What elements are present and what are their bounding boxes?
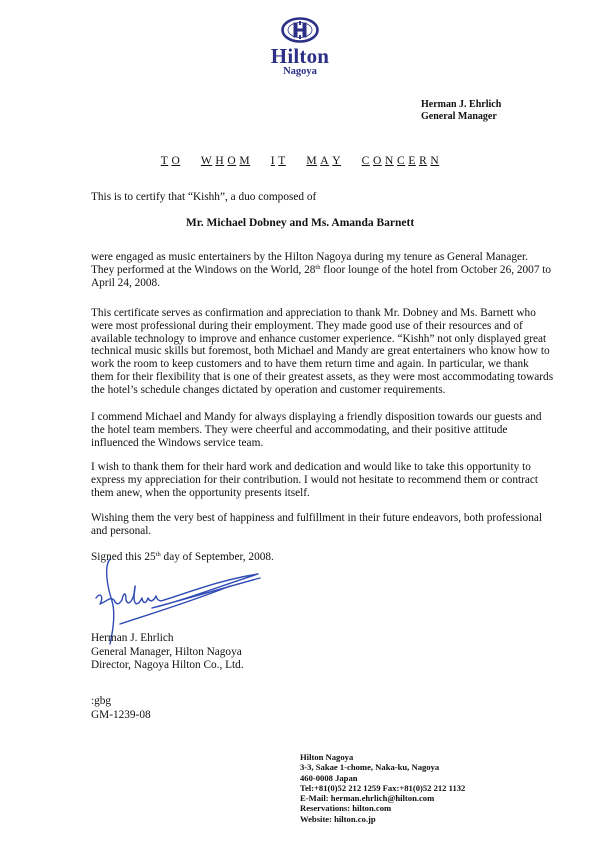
heading-word: M A Y [306,155,342,167]
paragraph-line: them anew, when the opportunity presents itself. [91,486,310,499]
signer-block [91,632,244,673]
paragraph-line: the hotel team members. They were cheerful and accommodating, and their positive attitude [91,423,508,436]
paragraph-line: I commend Michael and Mandy for always displaying a friendly disposition towards our guests and [91,411,542,423]
footer-street: 3-3, Sakae 1-chome, Naka-ku, Nagoya [300,762,440,773]
sender-name: Herman J. Ehrlich [421,99,502,110]
sender-block [421,99,501,123]
heading-word: I T [270,155,286,167]
paragraph-line: available technology to improve and enhance customer experience. “Kishh” not only displayed great [91,332,547,345]
paragraph-line: were most professional during their employment. They made good use of their resources and of [91,319,523,332]
paragraph-thanks [91,461,539,499]
paragraph-commendation [91,411,542,449]
paragraph-line: and personal. [91,524,152,537]
hilton-h-oval-logo-icon [280,16,320,44]
paragraph-line: April 24, 2008. [91,276,161,289]
brand-city: Nagoya [283,66,317,77]
paragraph-line: express my appreciation for their contribution. I would not hesitate to recommend them or contract [91,473,539,486]
paragraph-certificate [91,307,554,397]
brand-name: Hilton [270,44,330,68]
paragraph-engagement [91,251,552,289]
signer-directorship: Director, Nagoya Hilton Co., Ltd. [91,659,244,671]
paragraph-line: them for their flexibility that is one of their greatest assets, as they were most accommodating towards [91,370,554,383]
paragraph-line: the hotel’s schedule changes dictated by operation and customer requirements. [91,383,446,396]
signer-name: Herman J. Ehrlich [91,632,174,644]
paragraph-line: were engaged as music entertainers by the Hilton Nagoya during my tenure as General Manager. [91,251,528,263]
heading-word: W H O M [200,155,251,167]
paragraph-line: They performed at the Windows on the World, 28th floor lounge of the hotel from October 26, 2007 to [91,263,552,276]
typist-initials: :gbg [91,695,112,707]
footer-postal: 460-0008 Japan [300,772,358,783]
hotel-address-footer [300,752,465,824]
letter-heading [0,155,600,167]
footer-hotel-name: Hilton Nagoya [300,752,354,762]
paragraph-line: I wish to thank them for their hard work and dedication and would like to take this opportunity to [91,461,531,473]
paragraph-line: Wishing them the very best of happiness and fulfillment in their future endeavors, both professional [91,512,542,524]
paragraph-line: work the room to keep customers and to have them return time and again. In particular, we thank [91,358,529,371]
hilton-letterhead-logo [255,16,345,78]
signer-title: General Manager, Hilton Nagoya [91,645,242,658]
paragraph-line: influenced the Windows service team. [91,436,264,449]
footer-reservations[interactable]: Reservations: hilton.com [300,803,392,814]
signed-date-line: Signed this 25th day of September, 2008. [91,551,274,563]
reference-block [91,695,151,722]
sender-title: General Manager [421,111,497,122]
document-code: GM-1239-08 [91,708,151,721]
heading-word: T O [160,155,181,167]
footer-email[interactable]: E-Mail: herman.ehrlich@hilton.com [300,793,435,804]
paragraph-wishes [91,512,542,538]
intro-line [91,191,500,204]
performer-names: Mr. Michael Dobney and Ms. Amanda Barnett [185,217,415,229]
intro-text: This is to certify that “Kishh”, a duo composed of [91,191,317,203]
heading-word: C O N C E R N [361,155,440,167]
footer-website[interactable]: Website: hilton.co.jp [300,813,376,824]
paragraph-line: This certificate serves as confirmation and appreciation to thank Mr. Dobney and Ms. Barnett who [91,307,536,319]
footer-phone-fax: Tel:+81(0)52 212 1259 Fax:+81(0)52 212 1132 [300,782,466,793]
paragraph-line: technical music skills but foremost, both Michael and Mandy are great entertainers who know how to [91,345,550,358]
